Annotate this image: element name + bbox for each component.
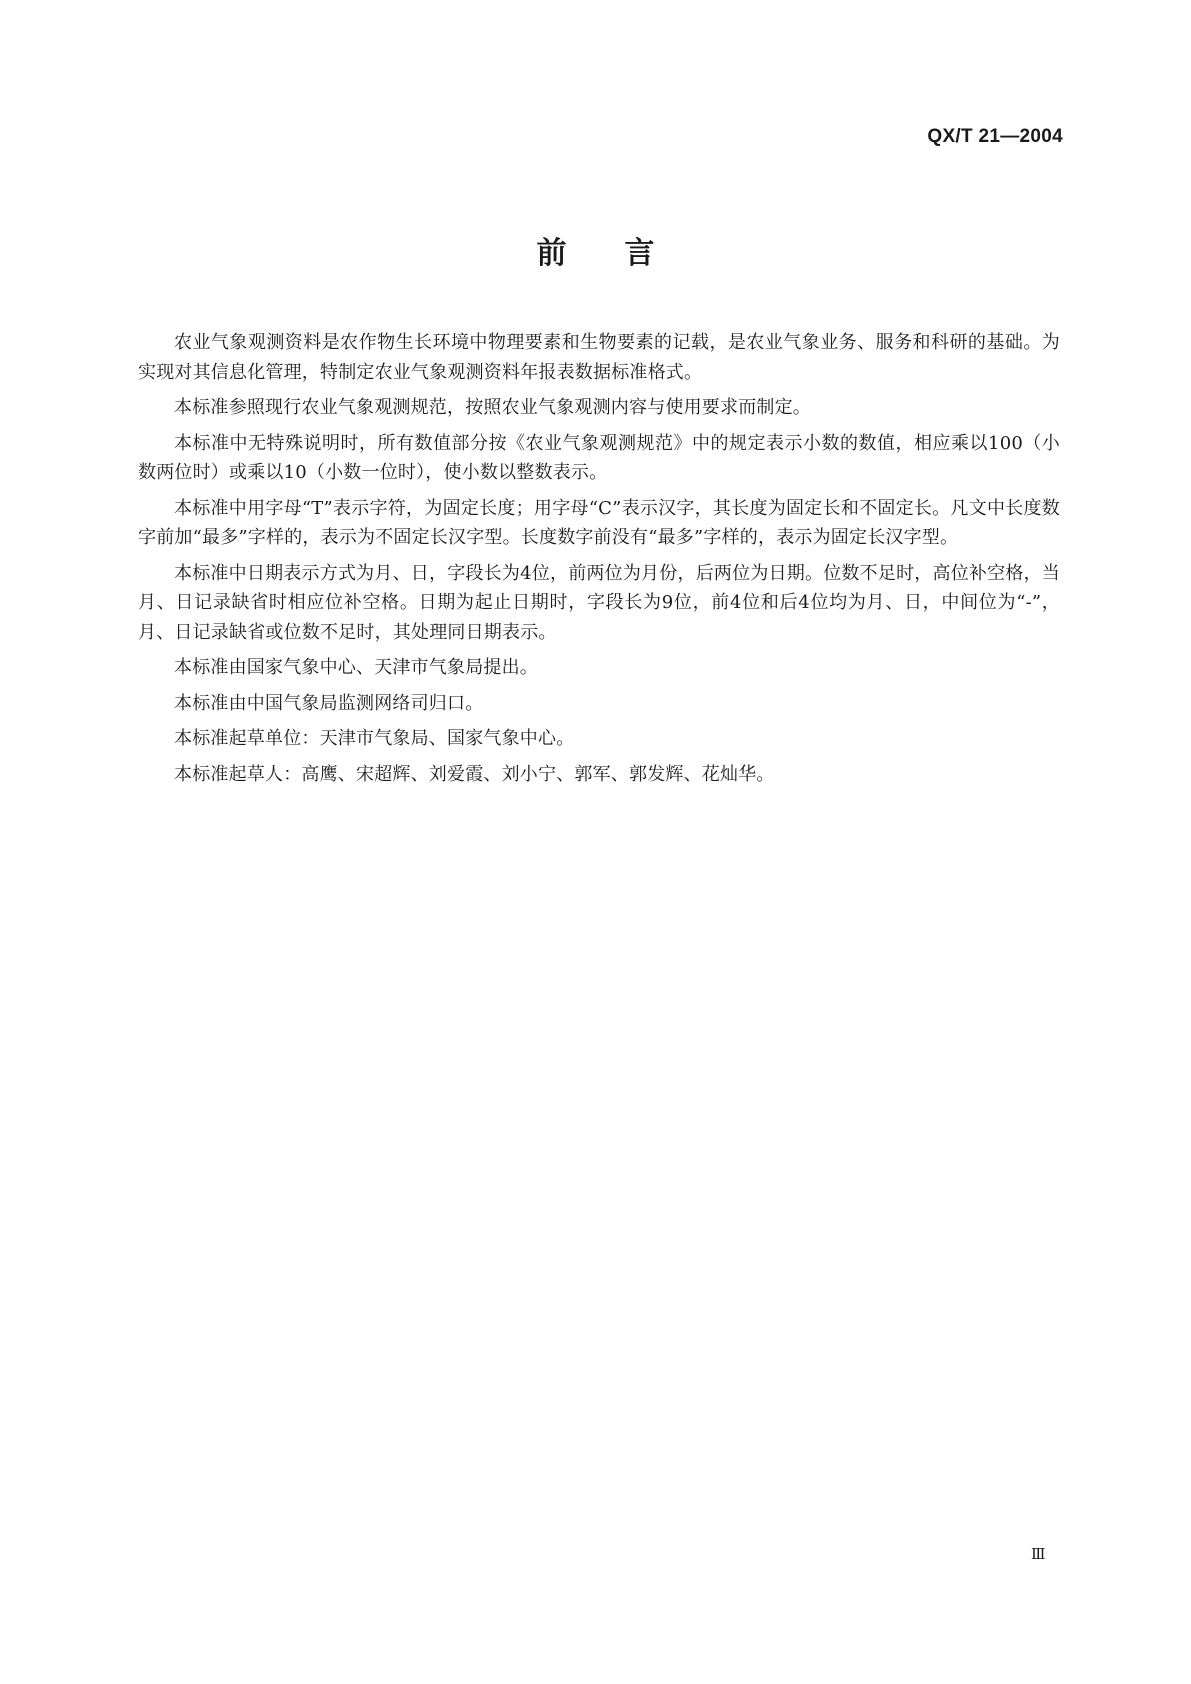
paragraph-administrator: 本标准由中国气象局监测网络司归口。	[174, 692, 484, 714]
paragraph-numeric-values: 本标准中无特殊说明时，所有数值部分按《农业气象观测规范》中的规定表示小数的数值，相应乘以100（小数两位时）或乘以10（小数一位时），使小数以整数表示。	[138, 432, 1060, 483]
paragraph-date-format: 本标准中日期表示方式为月、日，字段长为4位，前两位为月份，后两位为日期。位数不足时，高位补空格，当月、日记录缺省时相应位补空格。日期为起止日期时，字段长为9位，前4位和后4位均为月、日，中间位为“-”，月、日记录缺省或位数不足时，其处理同日期表示。	[138, 562, 1060, 643]
paragraph-reference: 本标准参照现行农业气象观测规范，按照农业气象观测内容与使用要求而制定。	[174, 397, 811, 418]
paragraph-proposer: 本标准由国家气象中心、天津市气象局提出。	[174, 657, 538, 678]
page-title: 前言	[536, 236, 713, 271]
paragraph-purpose: 农业气象观测资料是农作物生长环境中物理要素和生物要素的记载，是农业气象业务、服务和科研的基础。为实现对其信息化管理，特制定农业气象观测资料年报表数据标准格式。	[138, 332, 1060, 383]
paragraph-character-types: 本标准中用字母“T”表示字符，为固定长度；用字母“C”表示汉字，其长度为固定长和不固定长。凡文中长度数字前加“最多”字样的，表示为不固定长汉字型。长度数字前没有“最多”字样的，表示为固定长汉字型。	[138, 497, 1060, 548]
page-number: Ⅲ	[1031, 1545, 1046, 1563]
paragraph-drafting-units: 本标准起草单位：天津市气象局、国家气象中心。	[174, 728, 575, 749]
foreword-body	[138, 328, 1060, 795]
document-code: QX/T 21—2004	[927, 126, 1063, 147]
paragraph-drafters: 本标准起草人：高鹰、宋超辉、刘爱霞、刘小宁、郭军、郭发辉、花灿华。	[174, 763, 775, 785]
